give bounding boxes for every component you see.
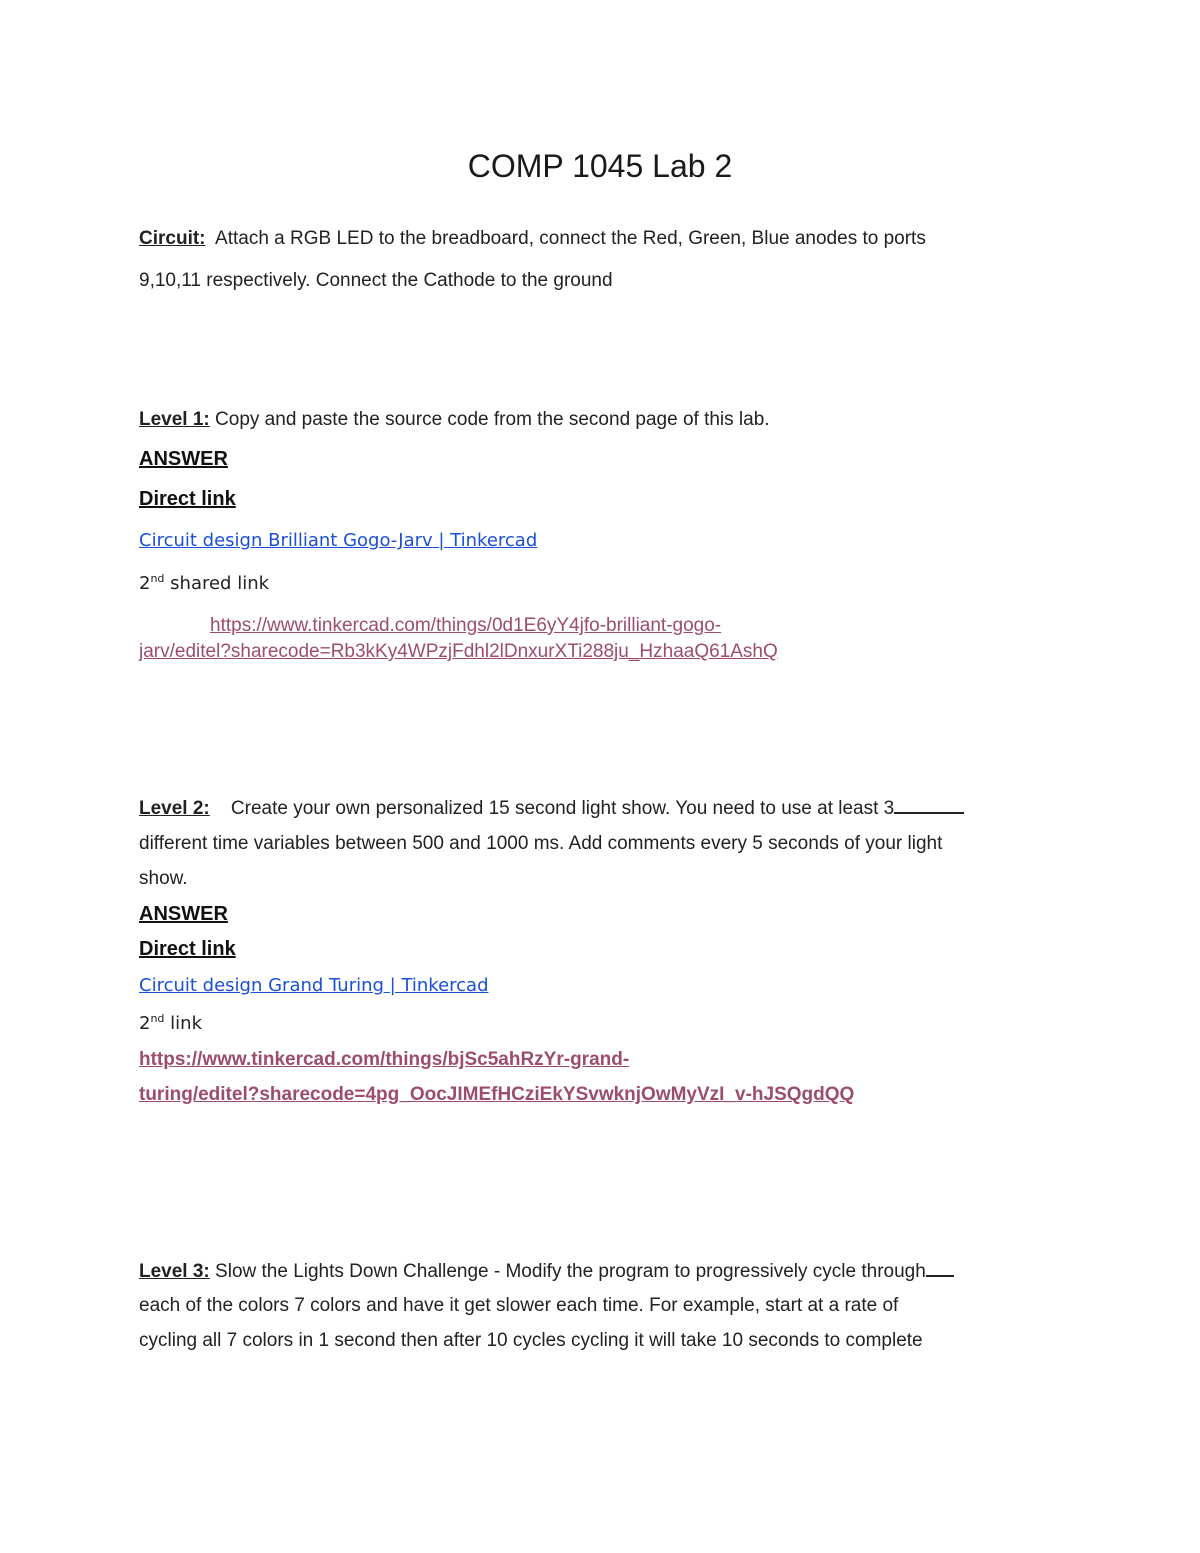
page-title: COMP 1045 Lab 2 bbox=[467, 148, 733, 184]
level2-second-suffix: link bbox=[170, 1013, 202, 1034]
level2-second-link-label bbox=[139, 1012, 202, 1034]
level2-line-1 bbox=[139, 798, 964, 820]
level2-direct-link[interactable]: Circuit design Grand Turing | Tinkercad bbox=[139, 975, 489, 996]
level1-second-link-label bbox=[139, 572, 269, 594]
level1-direct-link[interactable]: Circuit design Brilliant Gogo-Jarv | Tinkercad bbox=[139, 530, 538, 551]
level3-label: Level 3: bbox=[139, 1261, 210, 1282]
level2-url-line-1[interactable]: https://www.tinkercad.com/things/bjSc5ahRzYr-grand- bbox=[139, 1049, 630, 1070]
level1-second-sup: nd bbox=[150, 572, 165, 585]
circuit-text-1: Attach a RGB LED to the breadboard, connect the Red, Green, Blue anodes to ports bbox=[215, 228, 926, 249]
level2-line-3: show. bbox=[139, 868, 188, 889]
level1-line bbox=[139, 409, 770, 431]
level2-second-sup: nd bbox=[150, 1012, 165, 1025]
level3-blank bbox=[926, 1273, 954, 1277]
level1-second-suffix: shared link bbox=[170, 573, 270, 594]
level2-blank bbox=[894, 810, 964, 814]
level1-url-line-2[interactable]: jarv/editel?sharecode=Rb3kKy4WPzjFdhl2lDnxurXTi288ju_HzhaaQ61AshQ bbox=[139, 641, 778, 662]
level1-direct-link-heading: Direct link bbox=[139, 488, 236, 510]
circuit-line-2: 9,10,11 respectively. Connect the Cathode to the ground bbox=[139, 270, 613, 291]
circuit-line-1 bbox=[139, 228, 926, 250]
level3-line-2: each of the colors 7 colors and have it get slower each time. For example, start at a rate of bbox=[139, 1295, 899, 1316]
level2-answer-heading: ANSWER bbox=[139, 903, 228, 925]
level3-line-3: cycling all 7 colors in 1 second then after 10 cycles cycling it will take 10 seconds to complete bbox=[139, 1330, 923, 1351]
level2-text-1: Create your own personalized 15 second light show. You need to use at least 3 bbox=[230, 798, 895, 819]
level3-text-1: Slow the Lights Down Challenge - Modify the program to progressively cycle through bbox=[215, 1261, 926, 1282]
level1-text: Copy and paste the source code from the second page of this lab. bbox=[215, 409, 770, 430]
level1-answer-heading: ANSWER bbox=[139, 448, 228, 470]
level1-label: Level 1: bbox=[139, 409, 210, 430]
level3-line-1 bbox=[139, 1261, 954, 1283]
level2-label: Level 2: bbox=[139, 798, 210, 819]
level1-second-prefix: 2 bbox=[139, 573, 151, 594]
level1-url-line-1[interactable]: https://www.tinkercad.com/things/0d1E6yY4jfo-brilliant-gogo- bbox=[210, 615, 722, 636]
level2-direct-link-heading: Direct link bbox=[139, 938, 236, 960]
circuit-label: Circuit: bbox=[139, 228, 206, 249]
level2-url-line-2[interactable]: turing/editel?sharecode=4pg_OocJIMEfHCziEkYSvwknjOwMyVzI_v-hJSQgdQQ bbox=[139, 1084, 855, 1105]
level2-line-2: different time variables between 500 and 1000 ms. Add comments every 5 seconds of your light bbox=[139, 833, 943, 854]
level2-second-prefix: 2 bbox=[139, 1013, 151, 1034]
